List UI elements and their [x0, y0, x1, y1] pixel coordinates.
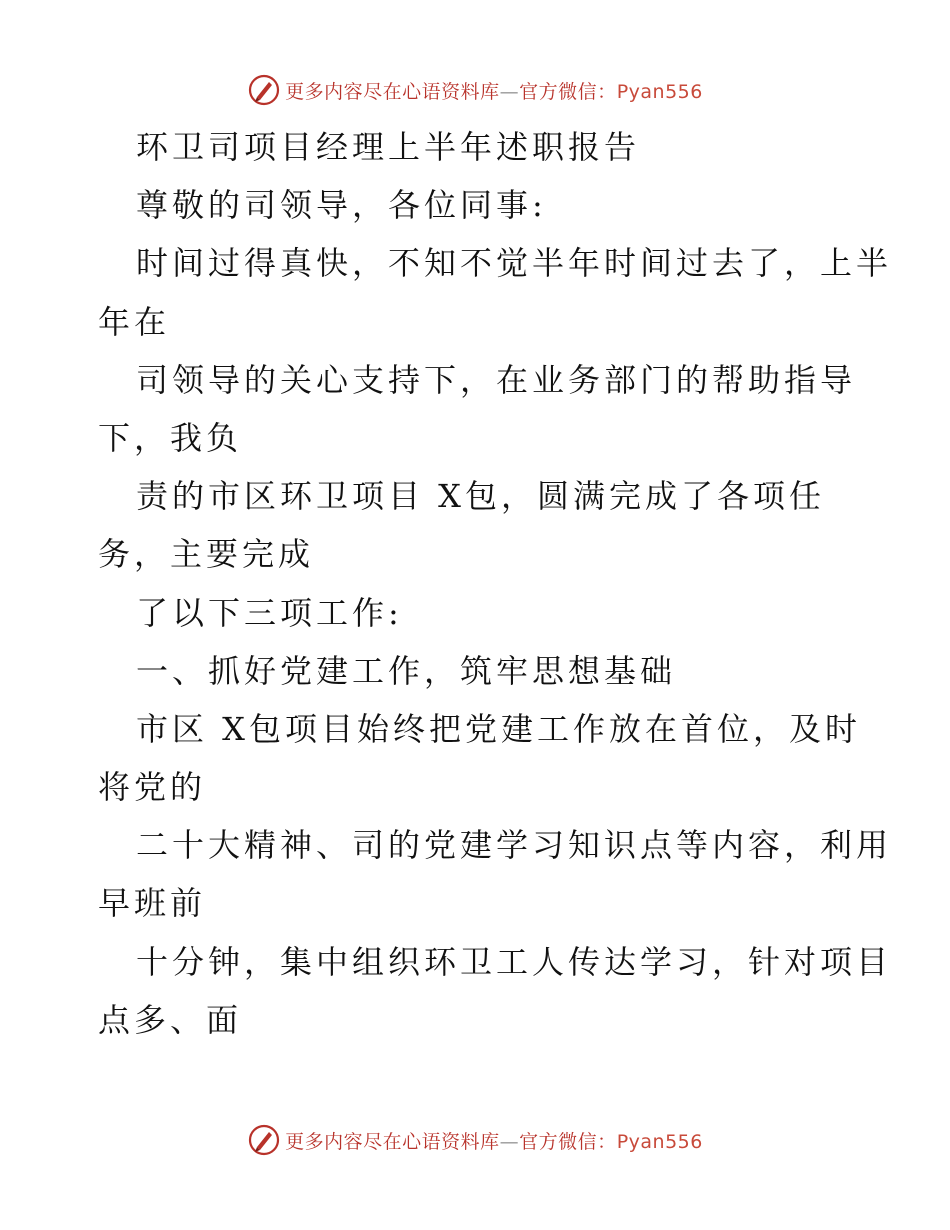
watermark-tail: 官方微信：: [519, 80, 617, 103]
pen-logo-icon: [247, 73, 281, 107]
text-line: 将党的: [98, 768, 207, 807]
watermark-tail: 官方微信：: [519, 1130, 617, 1153]
watermark-main: 更多内容尽在心语资料库: [285, 1130, 500, 1153]
text-line: 十分钟，集中组织环卫工人传达学习，针对项目: [136, 942, 893, 981]
footer-watermark: [0, 1120, 950, 1160]
text-line: 尊敬的司领导，各位同事:: [136, 186, 547, 225]
text-line: 年在: [98, 302, 171, 341]
text-line: 责的市区环卫项目 X包，圆满完成了各项任: [136, 477, 825, 516]
watermark-dash: —: [499, 80, 520, 103]
watermark-main: 更多内容尽在心语资料库: [285, 80, 500, 103]
text-line: 市区 X包项目始终把党建工作放在首位，及时: [136, 709, 861, 748]
watermark-text: [285, 1127, 703, 1154]
text-line: 下，我负: [98, 418, 243, 457]
pen-logo-icon: [247, 1123, 281, 1157]
text-line: 一、抓好党建工作，筑牢思想基础: [136, 651, 677, 690]
watermark-text: [285, 77, 703, 104]
text-line: 二十大精神、司的党建学习知识点等内容，利用: [136, 826, 893, 865]
document-body: [98, 118, 893, 1049]
watermark-account: Pyan556: [616, 1130, 703, 1153]
header-watermark: [0, 70, 950, 110]
text-line: 点多、面: [98, 1000, 243, 1039]
text-line: 务，主要完成: [98, 535, 315, 574]
watermark-dash: —: [499, 1130, 520, 1153]
text-line: 司领导的关心支持下，在业务部门的帮助指导: [136, 360, 857, 399]
watermark-account: Pyan556: [616, 80, 703, 103]
text-line: 时间过得真快，不知不觉半年时间过去了，上半: [136, 244, 893, 283]
document-title: 环卫司项目经理上半年述职报告: [136, 128, 641, 166]
text-line: 早班前: [98, 884, 207, 923]
text-line: 了以下三项工作:: [136, 593, 403, 632]
